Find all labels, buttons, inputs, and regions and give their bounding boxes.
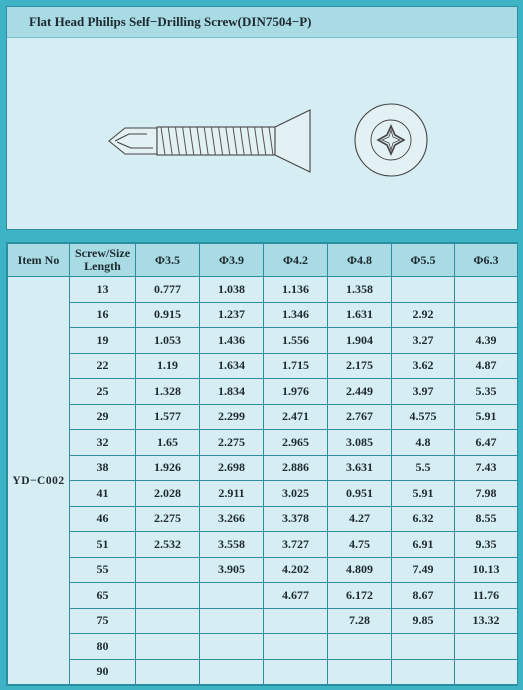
value-cell: 3.631 [328,455,392,481]
value-cell [136,634,200,660]
table-row [8,277,518,303]
table-row [8,455,518,481]
value-cell: 4.27 [328,506,392,532]
value-cell [392,634,455,660]
table-row [8,583,518,609]
length-cell: 55 [70,557,136,583]
column-header: Φ3.9 [200,244,264,277]
value-cell: 2.275 [136,506,200,532]
length-cell: 32 [70,430,136,456]
table-row [8,532,518,558]
value-cell: 7.43 [455,455,518,481]
value-cell: 2.911 [200,481,264,507]
value-cell [328,659,392,685]
value-cell: 5.91 [392,481,455,507]
length-cell: 25 [70,379,136,405]
value-cell: 3.266 [200,506,264,532]
value-cell: 1.328 [136,379,200,405]
table-row [8,430,518,456]
value-cell: 1.631 [328,302,392,328]
value-cell: 2.175 [328,353,392,379]
value-cell: 1.715 [264,353,328,379]
value-cell [200,608,264,634]
value-cell: 7.49 [392,557,455,583]
length-cell: 51 [70,532,136,558]
value-cell: 1.346 [264,302,328,328]
value-cell: 6.91 [392,532,455,558]
value-cell: 3.97 [392,379,455,405]
value-cell: 6.47 [455,430,518,456]
table-row [8,634,518,660]
value-cell [136,557,200,583]
column-header: Φ4.2 [264,244,328,277]
table-row [8,481,518,507]
value-cell: 6.172 [328,583,392,609]
value-cell: 1.436 [200,328,264,354]
value-cell: 10.13 [455,557,518,583]
value-cell [392,659,455,685]
column-header: Φ5.5 [392,244,455,277]
value-cell: 3.558 [200,532,264,558]
length-cell: 22 [70,353,136,379]
value-cell: 2.028 [136,481,200,507]
length-cell: 46 [70,506,136,532]
length-cell: 90 [70,659,136,685]
value-cell [136,608,200,634]
value-cell: 0.777 [136,277,200,303]
value-cell: 9.35 [455,532,518,558]
value-cell: 7.98 [455,481,518,507]
value-cell: 2.299 [200,404,264,430]
value-cell [392,277,455,303]
value-cell: 0.915 [136,302,200,328]
table-row [8,379,518,405]
column-header: Φ4.8 [328,244,392,277]
value-cell [328,634,392,660]
drawing-panel [6,6,518,230]
table-row [8,302,518,328]
length-cell: 19 [70,328,136,354]
value-cell: 0.951 [328,481,392,507]
value-cell: 1.556 [264,328,328,354]
value-cell: 1.634 [200,353,264,379]
page-title: Flat Head Philips Self−Drilling Screw(DIN7504−P) [7,7,517,38]
value-cell: 2.471 [264,404,328,430]
screw-head-view [355,104,427,176]
value-cell: 4.8 [392,430,455,456]
value-cell: 11.76 [455,583,518,609]
column-header: Screw/Size Length [70,244,136,277]
value-cell [264,659,328,685]
value-cell: 4.75 [328,532,392,558]
table-row [8,608,518,634]
value-cell: 1.65 [136,430,200,456]
value-cell: 3.727 [264,532,328,558]
value-cell [200,583,264,609]
value-cell: 1.834 [200,379,264,405]
value-cell: 1.136 [264,277,328,303]
value-cell: 1.577 [136,404,200,430]
item-number-cell: YD−C002 [8,277,70,685]
value-cell: 4.575 [392,404,455,430]
value-cell: 5.35 [455,379,518,405]
length-cell: 80 [70,634,136,660]
value-cell: 2.275 [200,430,264,456]
value-cell [455,277,518,303]
value-cell: 4.39 [455,328,518,354]
value-cell: 1.19 [136,353,200,379]
table-row [8,557,518,583]
value-cell: 8.67 [392,583,455,609]
value-cell [264,608,328,634]
value-cell: 1.358 [328,277,392,303]
value-cell: 3.62 [392,353,455,379]
value-cell [200,659,264,685]
value-cell: 2.92 [392,302,455,328]
length-cell: 41 [70,481,136,507]
length-cell: 16 [70,302,136,328]
length-cell: 13 [70,277,136,303]
value-cell: 5.91 [455,404,518,430]
value-cell [455,634,518,660]
value-cell: 8.55 [455,506,518,532]
value-cell [455,302,518,328]
value-cell: 1.053 [136,328,200,354]
value-cell: 1.976 [264,379,328,405]
value-cell [136,583,200,609]
value-cell: 3.085 [328,430,392,456]
value-cell: 2.532 [136,532,200,558]
length-cell: 38 [70,455,136,481]
value-cell: 4.809 [328,557,392,583]
value-cell: 3.025 [264,481,328,507]
value-cell: 13.32 [455,608,518,634]
screw-drawing [7,38,517,228]
value-cell: 4.87 [455,353,518,379]
screw-side-view [109,110,310,172]
value-cell: 1.038 [200,277,264,303]
table-row [8,659,518,685]
table-row [8,328,518,354]
value-cell [136,659,200,685]
length-cell: 29 [70,404,136,430]
value-cell: 2.767 [328,404,392,430]
value-cell: 1.904 [328,328,392,354]
value-cell: 3.27 [392,328,455,354]
column-header: Φ6.3 [455,244,518,277]
value-cell [455,659,518,685]
value-cell: 1.926 [136,455,200,481]
value-cell: 4.677 [264,583,328,609]
table-row [8,506,518,532]
value-cell: 2.965 [264,430,328,456]
length-cell: 65 [70,583,136,609]
specification-table-wrap [6,242,518,686]
value-cell: 2.449 [328,379,392,405]
value-cell: 4.202 [264,557,328,583]
value-cell: 2.698 [200,455,264,481]
specification-table [7,243,518,685]
table-row [8,353,518,379]
column-header: Item No [8,244,70,277]
value-cell: 2.886 [264,455,328,481]
value-cell: 3.378 [264,506,328,532]
value-cell: 7.28 [328,608,392,634]
value-cell: 5.5 [392,455,455,481]
value-cell: 9.85 [392,608,455,634]
column-header: Φ3.5 [136,244,200,277]
table-row [8,404,518,430]
value-cell: 3.905 [200,557,264,583]
length-cell: 75 [70,608,136,634]
value-cell: 1.237 [200,302,264,328]
value-cell [200,634,264,660]
value-cell: 6.32 [392,506,455,532]
table-header-row [8,244,518,277]
value-cell [264,634,328,660]
